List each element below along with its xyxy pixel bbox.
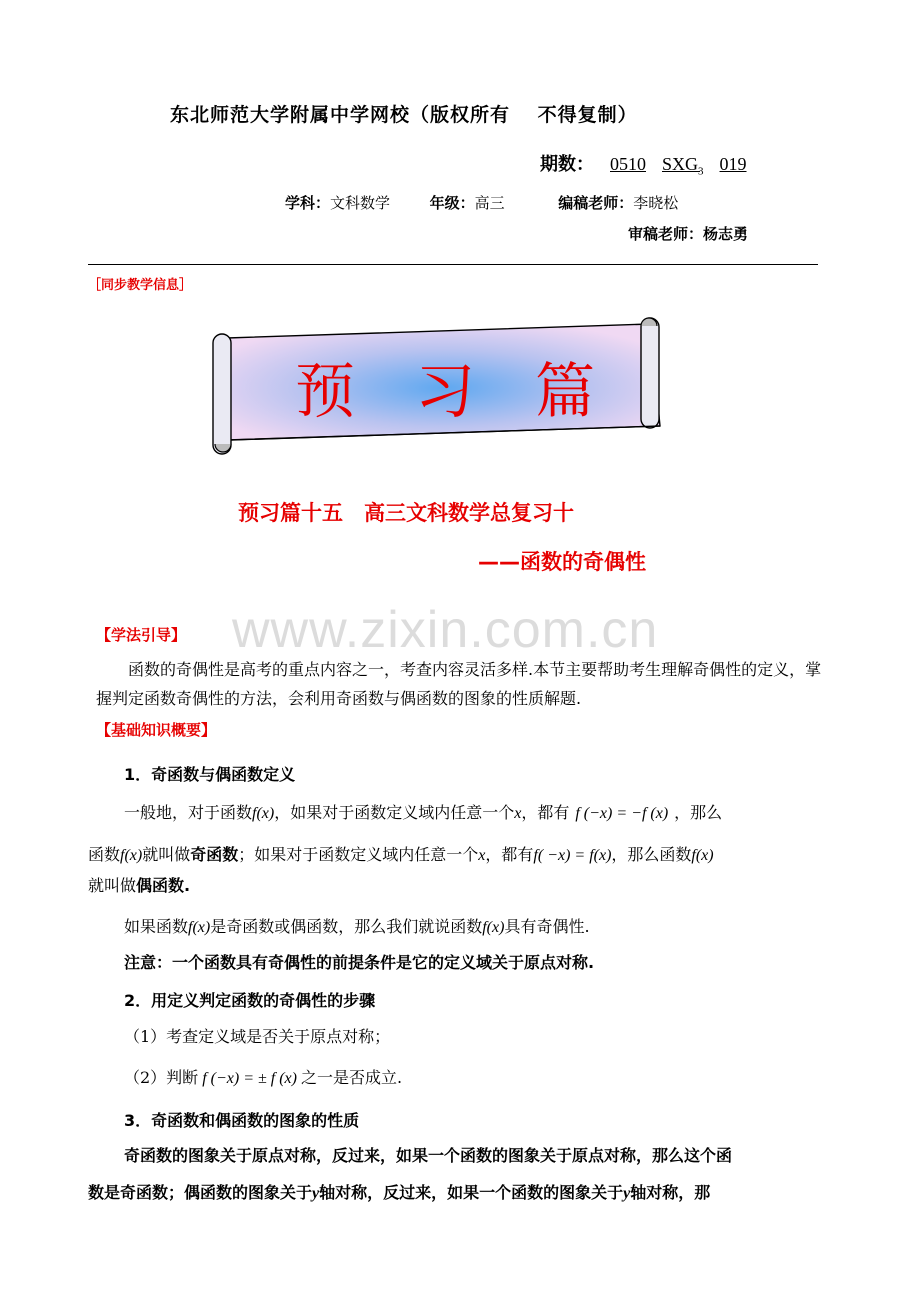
- definition-line-3: 就叫做偶函数.: [88, 876, 191, 895]
- reviewer-value: 杨志勇: [703, 225, 749, 243]
- grade-label: 年级：: [429, 194, 475, 212]
- note-line: 注意：一个函数具有奇偶性的前提条件是它的定义域关于原点对称.: [124, 953, 595, 972]
- scroll-graphic: [205, 312, 675, 462]
- lesson-subtitle: ——函数的奇偶性: [478, 550, 646, 574]
- header-title: 东北师范大学附属中学网校（版权所有 不得复制）: [170, 104, 638, 126]
- odd-term: 奇函数: [190, 845, 239, 864]
- section-tag-method: 【学法引导】: [96, 626, 187, 644]
- header-divider: [88, 264, 818, 265]
- step-1: （1）考查定义域是否关于原点对称；: [124, 1027, 391, 1046]
- method-paragraph: 函数的奇偶性是高考的重点内容之一，考查内容灵活多样.本节主要帮助考生理解奇偶性的定义，掌握判定函数奇偶性的方法，会利用奇函数与偶函数的图象的性质解题.: [96, 660, 822, 708]
- subject-label: 学科：: [285, 194, 331, 212]
- meta-row-1: [285, 192, 678, 213]
- issue-label: 期数：: [540, 154, 594, 175]
- scroll-banner: [205, 312, 675, 462]
- lesson-title: 预习篇十五 高三文科数学总复习十: [238, 501, 574, 525]
- grade-value: 高三: [474, 194, 505, 212]
- definition-line-2: 函数f(x)就叫做奇函数；如果对于函数定义域内任意一个x，都有f( −x) = f(x)，那么函数f(x): [88, 845, 714, 864]
- reviewer-label: 审稿老师：: [628, 225, 704, 243]
- issue-row: [540, 150, 747, 178]
- parity-line: 如果函数f(x)是奇函数或偶函数，那么我们就说函数f(x)具有奇偶性.: [124, 917, 590, 936]
- step-2: （2）判断 f (−x) = ± f (x) 之一是否成立.: [124, 1068, 403, 1087]
- even-equation: f( −x) = f(x): [533, 847, 612, 864]
- editor-label: 编稿老师：: [558, 194, 634, 212]
- heading-1: 1．奇函数与偶函数定义: [124, 765, 296, 784]
- issue-code-2-sub: 3: [698, 165, 704, 178]
- step-2-equation: f (−x) = ± f (x): [202, 1070, 297, 1087]
- issue-code-1: 0510: [610, 154, 646, 174]
- section-tag-basics: 【基础知识概要】: [96, 721, 217, 739]
- definition-line-1: 一般地，对于函数f(x)，如果对于函数定义域内任意一个x，都有 f (−x) = −f (x) ，那么: [124, 803, 723, 822]
- editor-value: 李晓松: [633, 194, 679, 212]
- issue-code-2: $SXG_3$: [662, 154, 704, 178]
- heading-3: 3．奇函数和偶函数的图象的性质: [124, 1111, 360, 1130]
- subject-value: 文科数学: [330, 194, 391, 212]
- heading-2: 2．用定义判定函数的奇偶性的步骤: [124, 991, 376, 1010]
- meta-row-2: [628, 223, 748, 244]
- issue-code-3: 019: [719, 154, 747, 174]
- banner-text: 预 习 篇: [295, 357, 595, 427]
- sync-tag: ［同步教学信息］: [88, 278, 193, 293]
- watermark: www.zixin.com.cn: [232, 601, 659, 659]
- graph-property-line-2: 数是奇函数；偶函数的图象关于y轴对称，反过来，如果一个函数的图象关于y轴对称，那: [88, 1183, 711, 1202]
- graph-property-line-1: 奇函数的图象关于原点对称，反过来，如果一个函数的图象关于原点对称，那么这个函: [124, 1146, 733, 1165]
- odd-equation: f (−x) = −f (x): [575, 805, 669, 822]
- even-term: 偶函数.: [136, 876, 191, 895]
